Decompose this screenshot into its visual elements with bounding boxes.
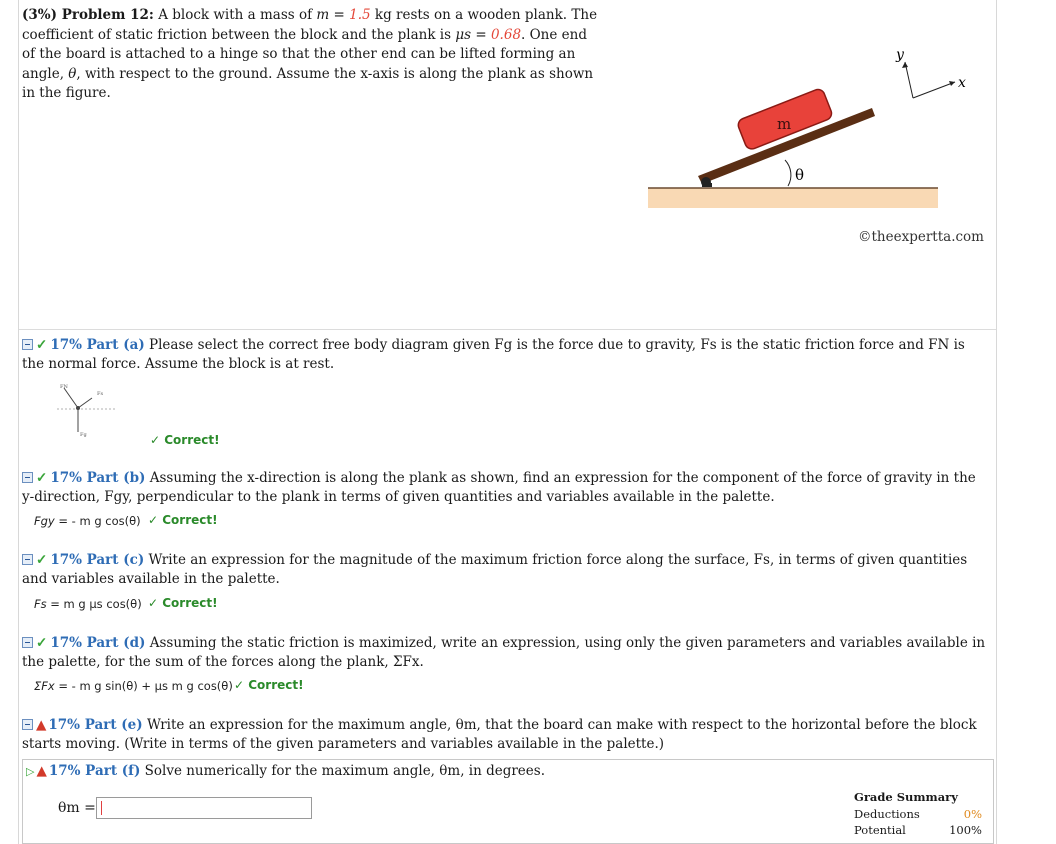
figure-credit: ©theexpertta.com — [858, 229, 984, 245]
axis-y-label: y — [896, 47, 904, 63]
part-b-text: Assuming the x-direction is along the plank as shown, find an expression for the component of the force of gravity in the y-direction, Fgy, perpendicular to the plank in terms of given quantities and variables available in the palette. — [22, 470, 976, 505]
part-a-title[interactable]: 17% Part (a) — [50, 337, 145, 353]
deductions-value: 0% — [963, 807, 982, 821]
problem-header: (3%) Problem 12: — [22, 7, 154, 23]
part-c-title[interactable]: 17% Part (c) — [50, 552, 145, 568]
part-e — [22, 716, 990, 754]
part-c-status: ✓ Correct! — [148, 596, 218, 610]
part-c — [22, 551, 990, 589]
problem-statement: (3%) Problem 12: A block with a mass of m = 1.5 kg rests on a wooden plank. The coefficient of static friction between the block and the plank is μs = 0.68. One end of the board is attached to a hinge so that the other end can be lifted forming an angle, θ, with respect to the ground. Assume the x-axis is along the plank as shown in the figure. — [22, 7, 598, 101]
part-f-text: Solve numerically for the maximum angle, θm, in degrees. — [144, 763, 546, 779]
grade-summary-title: Grade Summary — [854, 790, 958, 804]
svg-text:Fs: Fs — [97, 391, 104, 397]
collapse-icon[interactable] — [22, 554, 33, 565]
part-b-answer: Fgy = - m g cos(θ) — [34, 514, 141, 528]
content-frame-left — [18, 0, 19, 844]
part-a — [22, 336, 990, 374]
check-icon: ✓ — [36, 470, 48, 486]
warning-icon: ▲ — [36, 763, 47, 779]
part-b — [22, 469, 990, 507]
part-a-status: ✓ Correct! — [150, 433, 220, 447]
grade-summary: Grade Summary Deductions 0% Potential 100% — [854, 790, 982, 837]
theta-m-input[interactable] — [96, 797, 312, 819]
incline-figure — [640, 40, 990, 250]
part-c-answer: Fs = m g μs cos(θ) — [34, 597, 142, 611]
part-d-text: Assuming the static friction is maximized, write an expression, using only the given parameters and variables available in the palette, for the sum of the forces along the plank, ΣFx. — [22, 635, 986, 670]
potential-value: 100% — [949, 823, 982, 837]
free-body-diagram-icon[interactable] — [52, 380, 122, 440]
part-b-status: ✓ Correct! — [148, 513, 218, 527]
mass-value: 1.5 — [349, 7, 371, 23]
collapse-icon[interactable] — [22, 339, 33, 350]
part-d-answer: ΣFx = - m g sin(θ) + μs m g cos(θ) — [34, 679, 233, 693]
ground — [648, 188, 938, 208]
part-c-text: Write an expression for the magnitude of the maximum friction force along the surface, Fs, in terms of given quantities and variables available in the palette. — [22, 552, 968, 587]
check-icon: ✓ — [36, 552, 48, 568]
part-f — [26, 763, 545, 779]
angle-arc — [785, 160, 791, 186]
check-icon: ✓ — [36, 635, 48, 651]
expand-icon[interactable]: ▷ — [26, 765, 35, 778]
part-b-title[interactable]: 17% Part (b) — [50, 470, 146, 486]
part-e-text: Write an expression for the maximum angle, θm, that the board can make with respect to the horizontal before the block starts moving. (Write in terms of the given parameters and variables available in the palette.) — [22, 717, 977, 752]
mu-value: 0.68 — [490, 26, 522, 43]
warning-icon: ▲ — [36, 717, 47, 733]
content-frame-right — [996, 0, 997, 844]
collapse-icon[interactable] — [22, 719, 33, 730]
part-d-title[interactable]: 17% Part (d) — [50, 635, 146, 651]
svg-text:Fg: Fg — [80, 432, 87, 438]
collapse-icon[interactable] — [22, 637, 33, 648]
part-d — [22, 634, 990, 672]
collapse-icon[interactable] — [22, 472, 33, 483]
axis-x-label: x — [958, 75, 966, 91]
angle-label: θ — [795, 166, 805, 184]
part-d-status: ✓ Correct! — [234, 678, 304, 692]
part-a-text: Please select the correct free body diagram given Fg is the force due to gravity, Fs is the static friction force and FN is the normal force. Assume the block is at rest. — [22, 337, 965, 372]
axes — [902, 62, 955, 98]
part-e-title[interactable]: 17% Part (e) — [48, 717, 143, 733]
part-f-title[interactable]: 17% Part (f) — [48, 763, 141, 779]
check-icon: ✓ — [36, 337, 48, 353]
theta-m-label: θm = — [58, 800, 96, 816]
block-label: m — [777, 115, 792, 133]
svg-text:FN: FN — [60, 384, 68, 390]
separator — [19, 329, 996, 330]
